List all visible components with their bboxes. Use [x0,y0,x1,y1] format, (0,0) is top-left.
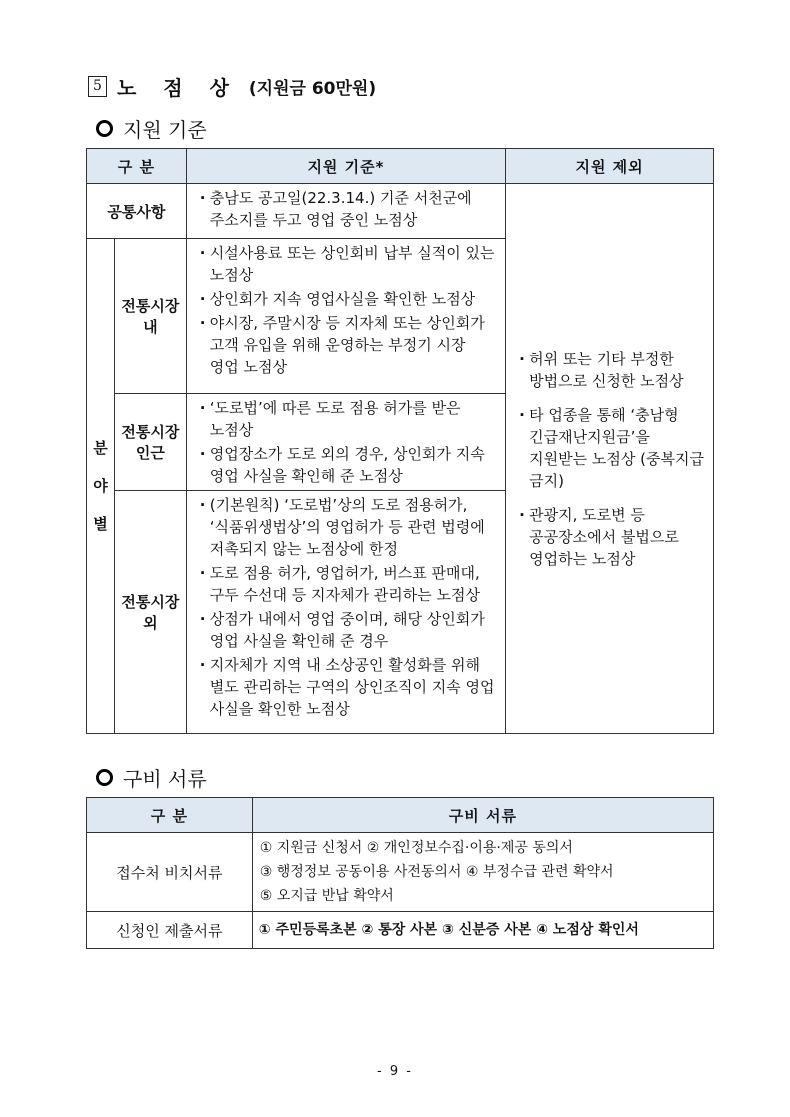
list-item: · 충남도 공고일(22.3.14.) 기준 서천군에 주소지를 두고 영업 중인 노점상 [200,187,498,231]
header-exclusion: 지원 제외 [506,149,714,184]
field-criteria-nearby [186,394,505,491]
page-number: - 9 - [377,1064,413,1079]
circle-bullet-icon [96,769,113,786]
list-item: · 허위 또는 기타 부정한 방법으로 신청한 노점상 [519,348,706,392]
section-title [88,72,376,101]
header-doc-category: 구 분 [87,798,253,833]
list-item: · 야시장, 주말시장 등 지자체 또는 상인회가 고객 유입을 위해 운영하는 부정기 시장 영업 노점상 [200,312,498,378]
circle-bullet-icon [96,120,113,137]
by-field-char: 분 [93,439,108,457]
common-criteria [186,184,505,239]
field-label-nearby: 전통시장 인근 [114,394,186,491]
applicant-docs: ① 주민등록초본 ② 통장 사본 ③ 신분증 사본 ④ 노점상 확인서 [252,912,713,949]
common-row [87,184,714,239]
doc-line: ① 지원금 신청서 ② 개인정보수집·이용·제공 동의서 [259,840,573,856]
onsite-label: 접수처 비치서류 [87,833,253,912]
field-criteria-outside [186,491,505,734]
header-doc-list: 구비 서류 [252,798,713,833]
section-number-box: 5 [88,76,107,97]
list-item: · 시설사용료 또는 상인회비 납부 실적이 있는 노점상 [200,242,498,286]
list-item: · 영업장소가 도로 외의 경우, 상인회가 지속 영업 사실을 확인해 준 노점상 [200,443,498,487]
criteria-table [86,148,714,734]
section-name: 노 점 상 [117,76,239,100]
documents-header-row [87,798,714,833]
list-item: · 상인회가 지속 영업사실을 확인한 노점상 [200,288,498,310]
list-item: · ‘도로법’에 따른 도로 점용 허가를 받은 노점상 [200,397,498,441]
list-item: · (기본원칙) ‘도로법’상의 도로 점용허가, ‘식품위생법상’의 영업허가 등 관련 법령에 저촉되지 않는 노점상에 한정 [200,494,498,560]
onsite-docs [252,833,713,912]
documents-heading [96,763,207,792]
onsite-row [87,833,714,912]
header-criteria: 지원 기준* [186,149,505,184]
common-label: 공통사항 [87,184,187,239]
criteria-heading [96,114,207,143]
list-item: · 지자체가 지역 내 소상공인 활성화를 위해 별도 관리하는 구역의 상인조직이 지속 영업 사실을 확인한 노점상 [200,654,498,720]
list-item: · 상점가 내에서 영업 중이며, 해당 상인회가 영업 사실을 확인해 준 경우 [200,608,498,652]
applicant-row [87,912,714,949]
exclusion-cell [506,184,714,734]
doc-line: ③ 행정정보 공동이용 사전동의서 ④ 부정수급 관련 확약서 [259,864,614,880]
list-item: · 타 업종을 통해 ‘충남형 긴급재난지원금’을 지원받는 노점상 (중복지급 금지) [519,404,706,492]
field-criteria-inside [186,239,505,394]
documents-heading-text: 구비 서류 [123,767,207,791]
by-field-char: 별 [93,515,108,533]
by-field-char: 야 [93,477,108,495]
criteria-heading-text: 지원 기준 [123,118,207,142]
applicant-label: 신청인 제출서류 [87,912,253,949]
by-field-label [87,239,115,734]
field-label-outside: 전통시장 외 [114,491,186,734]
criteria-header-row [87,149,714,184]
doc-line: ⑤ 오지급 반납 확약서 [259,888,394,904]
header-category: 구 분 [87,149,187,184]
field-label-inside: 전통시장 내 [114,239,186,394]
list-item: · 도로 점용 허가, 영업허가, 버스표 판매대, 구두 수선대 등 지자체가 관리하는 노점상 [200,562,498,606]
section-subtitle: (지원금 60만원) [248,79,377,99]
documents-table [86,797,714,949]
list-item: · 관광지, 도로변 등 공공장소에서 불법으로 영업하는 노점상 [519,504,706,570]
